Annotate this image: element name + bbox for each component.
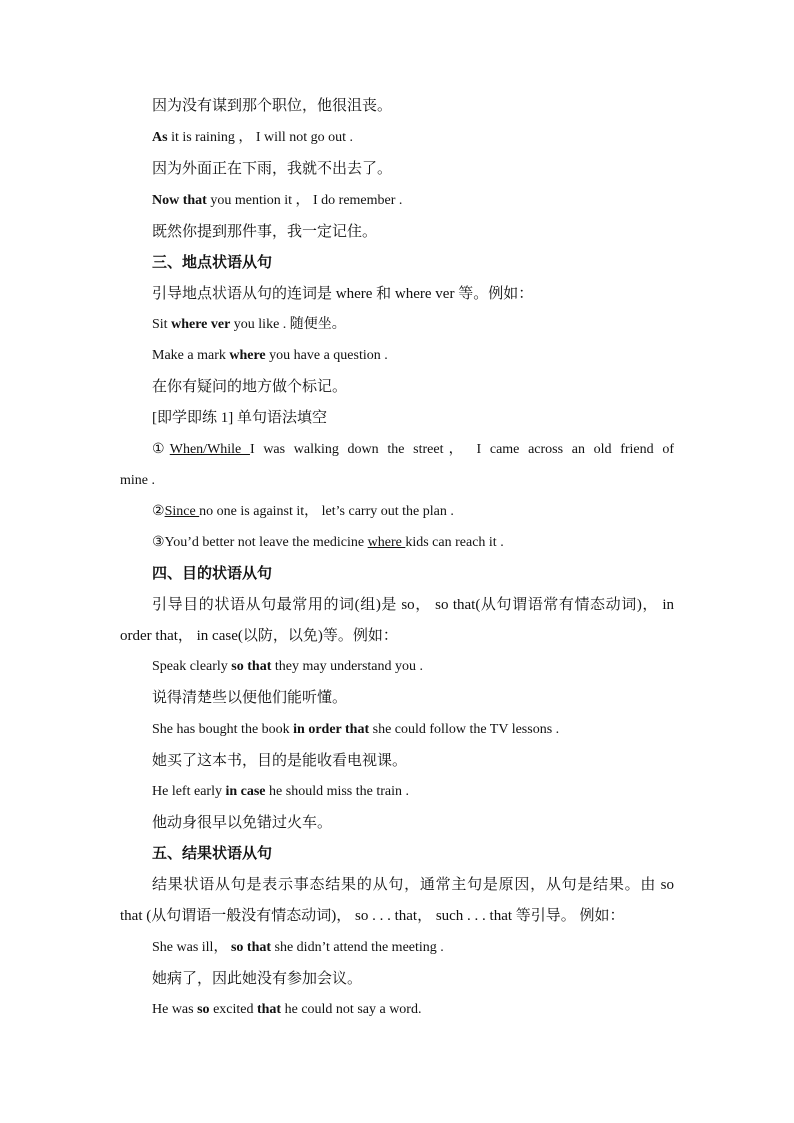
section-heading: 三、地点状语从句 [152,255,273,271]
answer-blank: When/While [169,442,250,457]
text-line: 说得清楚些以便他们能听懂。 [152,690,348,706]
text-line [152,657,682,677]
text-span: He left early [152,784,226,799]
text-span: she didn’t attend the meeting . [271,940,444,955]
bold-conjunction: that [256,1002,282,1017]
text-line: 引导地点状语从句的连词是 where 和 where ver 等。例如： [152,286,534,302]
text-line: 因为没有谋到那个职位，他很沮丧。 [152,98,393,114]
bold-conjunction: where ver [171,317,231,332]
text-span: she could follow the TV lessons . [369,722,560,737]
text-span: you have a question . [265,348,388,363]
text-span: kids can reach it . [405,535,504,550]
text-line: 在你有疑问的地方做个标记。 [152,379,348,395]
text-line [152,128,682,148]
text-line: 因为外面正在下雨，我就不出去了。 [152,161,393,177]
text-span: She was ill， [152,940,231,955]
text-line [152,315,682,335]
text-span: excited [209,1002,257,1017]
bold-conjunction: Now that [152,193,207,208]
text-span: ③You’d better not leave the medicine [152,535,368,550]
text-span: Sit [152,317,172,332]
bold-conjunction: so that [230,940,272,955]
text-line [152,782,682,802]
text-span: Speak clearly [152,659,232,674]
text-span: Make a mark [152,348,230,363]
text-span: it is raining ， I will not go out . [167,130,354,145]
text-line: mine . [120,473,155,488]
text-line [152,191,682,211]
bold-conjunction: in case [225,784,266,799]
text-line [152,720,682,740]
exercise-title: [即学即练 1] 单句语法填空 [152,410,327,426]
text-line [152,346,682,366]
exercise-item [152,502,682,522]
text-span: you like . 随便坐。 [230,317,346,332]
section-heading: 五、结果状语从句 [152,846,273,862]
bold-conjunction: where [229,348,266,363]
text-line: order that， in case(以防，以免)等。例如： [120,628,398,644]
text-line: 他动身很早以免错过火车。 [152,815,333,831]
text-line: 引导目的状语从句最常用的词(组)是 so， so that(从句谓语常有情态动词)， in [152,597,674,613]
answer-blank: where [367,535,406,550]
text-span: I was walking down the street， I came across an old friend of [249,442,674,457]
item-number: ② [152,504,165,519]
text-span: no one is against it， let’s carry out the plan . [199,504,454,519]
section-heading: 四、目的状语从句 [152,566,273,582]
answer-blank: Since [164,504,200,519]
text-span: they may understand you . [271,659,423,674]
text-span: he could not say a word. [281,1002,422,1017]
text-span: he should miss the train . [265,784,410,799]
text-line: 她病了，因此她没有参加会议。 [152,971,363,987]
text-span: She has bought the book [152,722,294,737]
text-line: that (从句谓语一般没有情态动词)， so . . . that， such . . . that 等引导。 例如： [120,908,625,924]
text-line [152,938,682,958]
exercise-item [152,440,674,460]
item-number: ① [152,442,170,457]
text-line [152,1000,682,1020]
text-line: 她买了这本书，目的是能收看电视课。 [152,753,408,769]
text-span: He was [152,1002,198,1017]
bold-conjunction: so [197,1002,210,1017]
text-span: you mention it ， I do remember . [206,193,403,208]
text-line: 结果状语从句是表示事态结果的从句，通常主句是原因，从句是结果。由 so [152,877,674,893]
bold-conjunction: so that [231,659,272,674]
bold-conjunction: As [152,130,168,145]
text-line: 既然你提到那件事，我一定记住。 [152,224,378,240]
bold-conjunction: in order that [293,722,370,737]
exercise-item [152,533,682,553]
